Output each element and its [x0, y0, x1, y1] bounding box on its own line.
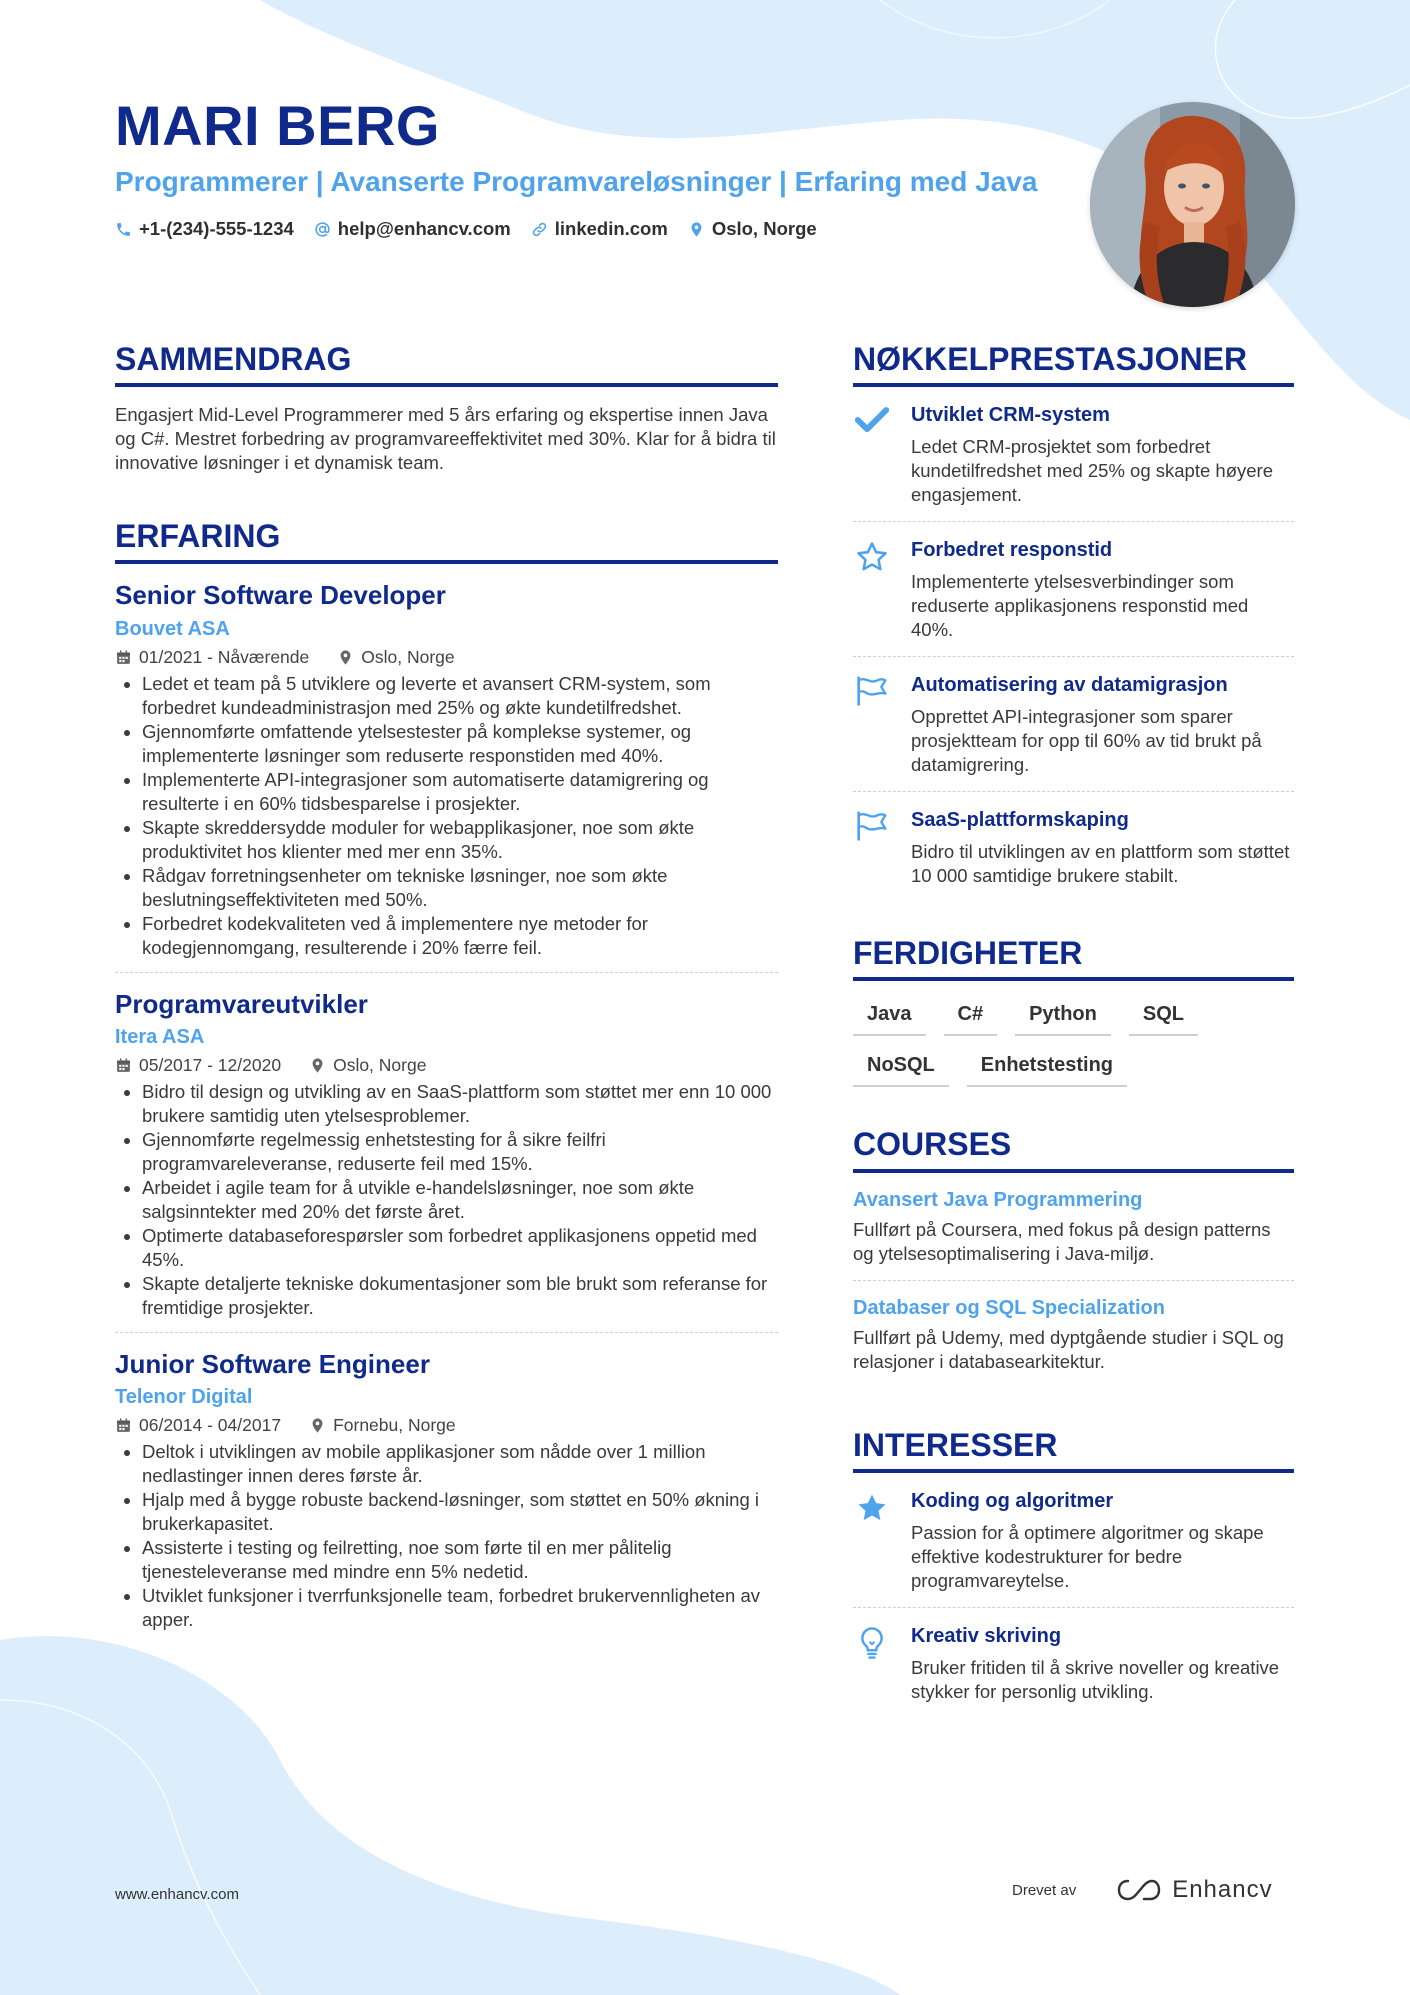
course-item: [853, 1281, 1294, 1388]
job-entry: [115, 973, 778, 1333]
job-dates-text: 05/2017 - 12/2020: [139, 1054, 282, 1075]
star-filled-icon: [855, 1491, 889, 1525]
course-title: Avansert Java Programmering: [853, 1188, 1143, 1211]
job-bullet: • Skapte skreddersydde moduler for webapplikasjoner, noe som økte produktivitet hos klienter med mer enn 35%.: [142, 816, 778, 864]
achievement-text: Opprettet API-integrasjoner som sparer prosjektteam for opp til 60% av tid brukt på datamigrering.: [911, 706, 1262, 776]
footer-branding: [1012, 1876, 1273, 1904]
achievement-item: [853, 792, 1294, 902]
contact-email[interactable]: [314, 218, 511, 240]
job-bullet: • Ledet et team på 5 utviklere og leverte et avansert CRM-system, som forbedret kundeadministrasjon med 25% og økte kundetilfredshet.: [142, 672, 778, 720]
interests-heading: INTERESSER: [853, 1428, 1294, 1473]
job-dates-text: 01/2021 - Nåværende: [139, 646, 310, 667]
job-bullet: • Skapte detaljerte tekniske dokumentasjoner som ble brukt som referanse for fremtidige prosjekter.: [142, 1272, 778, 1320]
contact-location: [688, 218, 817, 240]
job-entry: [115, 564, 778, 972]
job-bullet: • Deltok i utviklingen av mobile applikasjoner som nådde over 1 million nedlastinger innen deres første år.: [142, 1440, 778, 1488]
contact-bar: [115, 218, 817, 240]
summary-section: [115, 342, 778, 475]
interest-text: Bruker fritiden til å skrive noveller og kreative stykker for personlig utvikling.: [911, 1656, 1280, 1702]
job-location: [309, 1055, 426, 1076]
job-location-text: Oslo, Norge: [361, 646, 455, 667]
job-title: Programvareutvikler: [115, 988, 368, 1019]
calendar-icon: [115, 649, 132, 666]
location-icon: [688, 221, 705, 238]
job-dates-text: 06/2014 - 04/2017: [139, 1414, 282, 1435]
contact-phone[interactable]: [115, 218, 294, 240]
lightbulb-icon: [857, 1626, 887, 1660]
skill-tag: NoSQL: [853, 1048, 949, 1087]
interest-title: Koding og algoritmer: [911, 1489, 1114, 1512]
brand-logo[interactable]: [1116, 1876, 1272, 1904]
job-dates: [115, 1415, 281, 1436]
job-bullet: • Gjennomførte regelmessig enhetstesting for å sikre feilfri programvareleveranse, reduserte feil med 15%.: [142, 1128, 778, 1176]
job-bullets: [115, 1440, 778, 1632]
contact-linkedin-text: linkedin.com: [554, 218, 668, 239]
achievements-heading: NØKKELPRESTASJONER: [853, 342, 1294, 387]
job-bullet: • Implementerte API-integrasjoner som automatiserte datamigrering og resulterte i en 60% tidsbesparelse i prosjekter.: [142, 768, 778, 816]
calendar-icon: [115, 1417, 132, 1434]
achievement-title: Forbedret responstid: [911, 539, 1113, 562]
job-bullet: • Arbeidet i agile team for å utvikle e-handelsløsninger, noe som økte salgsinntekter med 20% det første året.: [142, 1176, 778, 1224]
brand-name: Enhancv: [1172, 1876, 1273, 1903]
candidate-headline: Programmerer | Avanserte Programvareløsninger | Erfaring med Java: [115, 166, 1038, 197]
location-icon: [337, 649, 354, 666]
achievement-item: [853, 522, 1294, 657]
link-icon: [531, 221, 548, 238]
checkmark-icon: [855, 405, 889, 435]
location-icon: [309, 1417, 326, 1434]
skill-tag: Java: [853, 997, 926, 1036]
experience-section: [115, 519, 778, 1644]
interests-section: [853, 1428, 1294, 1718]
contact-location-text: Oslo, Norge: [711, 218, 817, 239]
job-bullet: • Optimerte databaseforespørsler som forbedret applikasjonens oppetid med 45%.: [142, 1224, 778, 1272]
interest-item: [853, 1473, 1294, 1608]
achievement-title: Automatisering av datamigrasjon: [911, 674, 1228, 697]
job-bullet: • Gjennomførte omfattende ytelsestester på komplekse systemer, og implementerte løsninger som reduserte responstiden med 40%.: [142, 720, 778, 768]
job-dates: [115, 647, 309, 668]
contact-phone-text: +1-(234)-555-1234: [139, 218, 294, 239]
job-bullet: • Hjalp med å bygge robuste backend-løsninger, som støttet en 50% økning i brukerkapasitet.: [142, 1488, 778, 1536]
job-company: Itera ASA: [115, 1025, 205, 1048]
job-company: Telenor Digital: [115, 1385, 253, 1408]
summary-heading: SAMMENDRAG: [115, 342, 778, 387]
job-bullets: [115, 672, 778, 960]
contact-linkedin[interactable]: [531, 218, 668, 240]
interest-title: Kreativ skriving: [911, 1624, 1062, 1647]
skill-tag: Enhetstesting: [967, 1048, 1127, 1087]
job-dates: [115, 1055, 281, 1076]
job-bullet: • Forbedret kodekvaliteten ved å implementere nye metoder for kodegjennomgang, resulterende i 20% færre feil.: [142, 912, 778, 960]
job-bullet: • Utviklet funksjoner i tverrfunksjonelle team, forbedret brukervennligheten av apper.: [142, 1584, 778, 1632]
interest-text: Passion for å optimere algoritmer og skape effektive kodestrukturer for bedre programvareytelse.: [911, 1521, 1264, 1591]
experience-heading: ERFARING: [115, 519, 778, 564]
achievement-item: [853, 387, 1294, 522]
course-text: Fullført på Coursera, med fokus på design patterns og ytelsesoptimalisering i Java-miljø.: [853, 1218, 1271, 1264]
job-location: [337, 647, 454, 668]
footer-url[interactable]: www.enhancv.com: [115, 1886, 239, 1903]
achievement-title: Utviklet CRM-system: [911, 404, 1110, 427]
candidate-name: MARI BERG: [115, 94, 440, 157]
courses-heading: COURSES: [853, 1127, 1294, 1172]
location-icon: [309, 1057, 326, 1074]
phone-icon: [115, 221, 132, 238]
contact-email-text: help@enhancv.com: [337, 218, 511, 239]
powered-by-label: Drevet av: [1012, 1881, 1077, 1899]
star-outline-icon: [855, 540, 889, 574]
flag-icon: [854, 810, 890, 842]
calendar-icon: [115, 1057, 132, 1074]
skills-heading: FERDIGHETER: [853, 936, 1294, 981]
profile-photo: [1090, 102, 1295, 307]
flag-icon: [854, 675, 890, 707]
at-icon: [314, 221, 331, 238]
skill-tag: C#: [944, 997, 998, 1036]
achievement-item: [853, 657, 1294, 792]
job-bullet: • Rådgav forretningsenheter om tekniske løsninger, noe som økte beslutningseffektiviteten med 50%.: [142, 864, 778, 912]
achievement-text: Ledet CRM-prosjektet som forbedret kundetilfredshet med 25% og skapte høyere engasjement.: [911, 436, 1273, 506]
skills-list: [853, 981, 1294, 1087]
summary-text: Engasjert Mid-Level Programmerer med 5 års erfaring og ekspertise innen Java og C#. Mestret forbedring av programvareeffektivitet med 30%. Klar for å bidra til innovative løsninger i et dynamisk team.: [115, 404, 776, 474]
skills-section: [853, 936, 1294, 1087]
job-bullets: [115, 1080, 778, 1320]
enhancv-logo-icon: [1116, 1877, 1162, 1903]
left-column: [115, 342, 778, 1644]
achievement-text: Implementerte ytelsesverbindinger som reduserte applikasjonens responstid med 40%.: [911, 571, 1249, 641]
job-title: Senior Software Developer: [115, 580, 446, 611]
job-bullet: • Bidro til design og utvikling av en SaaS-plattform som støttet mer enn 10 000 brukere samtidig uten ytelsesproblemer.: [142, 1080, 778, 1128]
job-location-text: Fornebu, Norge: [333, 1414, 456, 1435]
job-meta: [115, 1415, 778, 1436]
job-bullet: • Assisterte i testing og feilretting, noe som førte til en mer pålitelig tjenesteleveranse med mindre enn 5% nedetid.: [142, 1536, 778, 1584]
job-meta: [115, 1055, 778, 1076]
right-column: [853, 342, 1294, 1718]
course-item: [853, 1173, 1294, 1281]
achievement-title: SaaS-plattformskaping: [911, 809, 1129, 832]
achievements-section: [853, 342, 1294, 902]
course-text: Fullført på Udemy, med dyptgående studier i SQL og relasjoner i databasearkitektur.: [853, 1326, 1284, 1372]
courses-section: [853, 1127, 1294, 1387]
job-company: Bouvet ASA: [115, 617, 230, 640]
course-title: Databaser og SQL Specialization: [853, 1296, 1165, 1319]
job-location-text: Oslo, Norge: [333, 1054, 427, 1075]
interest-item: [853, 1608, 1294, 1718]
job-meta: [115, 647, 778, 668]
job-title: Junior Software Engineer: [115, 1348, 430, 1379]
job-location: [309, 1415, 456, 1436]
job-entry: [115, 1333, 778, 1644]
skill-tag: SQL: [1129, 997, 1198, 1036]
skill-tag: Python: [1015, 997, 1111, 1036]
achievement-text: Bidro til utviklingen av en plattform som støttet 10 000 samtidige brukere stabilt.: [911, 841, 1290, 887]
